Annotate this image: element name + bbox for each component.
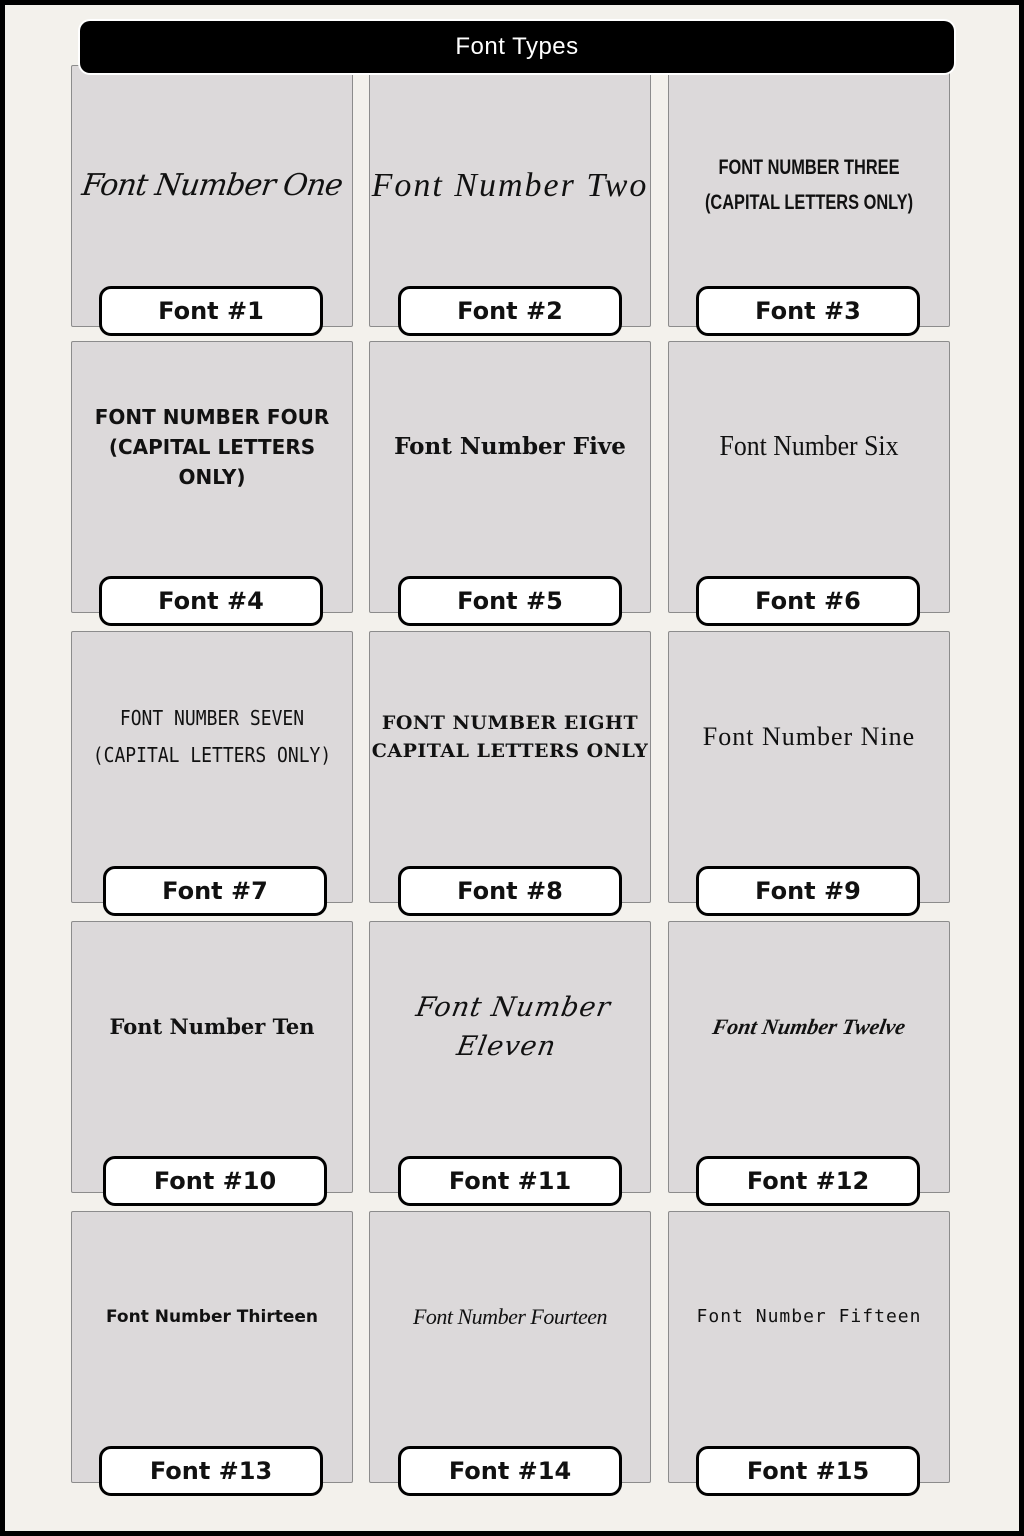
- font-sample-1: Font Number One: [79, 168, 345, 204]
- font-card-13: [71, 1211, 353, 1483]
- page-title: Font Types: [80, 21, 954, 73]
- font-sheet: [5, 5, 1019, 1531]
- font-card-14: [369, 1211, 651, 1483]
- font-label-2: Font #2: [398, 286, 622, 336]
- font-label-14: Font #14: [398, 1446, 622, 1496]
- font-card-8: [369, 631, 651, 903]
- font-label-13: Font #13: [99, 1446, 323, 1496]
- font-card-5: [369, 341, 651, 613]
- font-card-9: [668, 631, 950, 903]
- font-card-12: [668, 921, 950, 1193]
- font-label-7: Font #7: [103, 866, 327, 916]
- font-sample-3: FONT NUMBER THREE (CAPITAL LETTERS ONLY): [704, 156, 914, 214]
- font-card-4: [71, 341, 353, 613]
- font-sample-4: FONT NUMBER FOUR (CAPITAL LETTERS ONLY): [94, 405, 330, 489]
- font-label-15: Font #15: [696, 1446, 920, 1496]
- font-card-10: [71, 921, 353, 1193]
- font-sample-11: Font Number Eleven: [413, 991, 614, 1062]
- font-label-5: Font #5: [398, 576, 622, 626]
- font-sample-9: Font Number Nine: [702, 722, 916, 752]
- font-label-10: Font #10: [103, 1156, 327, 1206]
- font-label-4: Font #4: [99, 576, 323, 626]
- font-card-7: [71, 631, 353, 903]
- font-sample-7: FONT NUMBER SEVEN (CAPITAL LETTERS ONLY): [92, 706, 332, 767]
- font-label-8: Font #8: [398, 866, 622, 916]
- font-card-6: [668, 341, 950, 613]
- font-sample-6: Font Number Six: [719, 430, 899, 462]
- font-label-11: Font #11: [398, 1156, 622, 1206]
- font-sample-2: Font Number Two: [371, 167, 649, 205]
- font-label-1: Font #1: [99, 286, 323, 336]
- font-sample-8: FONT NUMBER EIGHT CAPITAL LETTERS ONLY: [371, 711, 649, 762]
- font-sample-15: Font Number Fifteen: [696, 1305, 922, 1327]
- font-sample-5: Font Number Five: [394, 433, 626, 461]
- font-sample-13: Font Number Thirteen: [106, 1306, 318, 1327]
- font-label-6: Font #6: [696, 576, 920, 626]
- font-card-grid: [5, 5, 1019, 1531]
- font-card-15: [668, 1211, 950, 1483]
- font-sample-12: Font Number Twelve: [710, 1014, 908, 1040]
- font-card-11: [369, 921, 651, 1193]
- font-sample-10: Font Number Ten: [109, 1013, 315, 1039]
- font-label-3: Font #3: [696, 286, 920, 336]
- font-label-12: Font #12: [696, 1156, 920, 1206]
- font-label-9: Font #9: [696, 866, 920, 916]
- font-sample-14: Font Number Fourteen: [412, 1304, 608, 1330]
